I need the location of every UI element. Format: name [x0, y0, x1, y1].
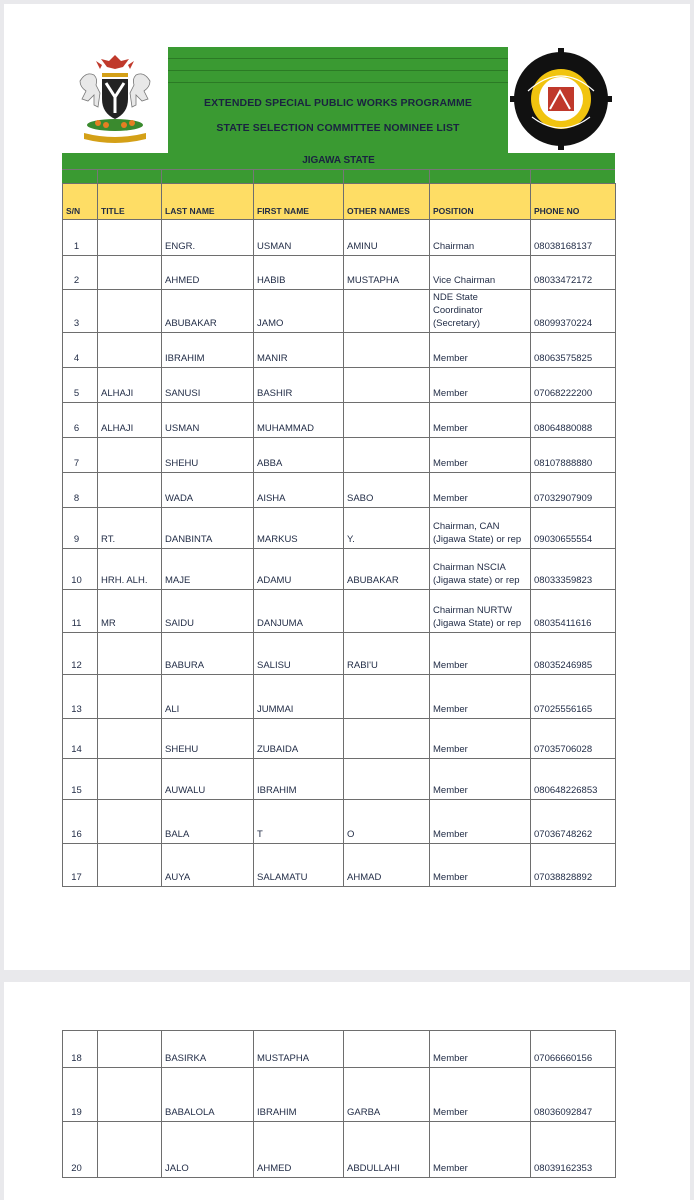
cell-sn: 5	[63, 368, 98, 403]
cell-sn: 3	[63, 290, 98, 333]
cell-last-name: ABUBAKAR	[162, 290, 254, 333]
cell-other-names	[344, 590, 430, 633]
table-row	[63, 633, 616, 675]
cell-sn: 14	[63, 719, 98, 759]
cell-sn: 13	[63, 675, 98, 719]
cell-position: Member	[430, 719, 531, 759]
cell-position: Chairman NSCIA (Jigawa state) or rep	[430, 549, 531, 590]
cell-phone: 07038828892	[531, 844, 616, 887]
cell-phone: 08035246985	[531, 633, 616, 675]
cell-other-names: Y.	[344, 508, 430, 549]
cell-last-name: SHEHU	[162, 719, 254, 759]
cell-first-name: SALISU	[254, 633, 344, 675]
cell-last-name: ENGR.	[162, 220, 254, 256]
cell-phone: 07066660156	[531, 1031, 616, 1068]
cell-phone: 08107888880	[531, 438, 616, 473]
cell-first-name: MANIR	[254, 333, 344, 368]
cell-phone: 07036748262	[531, 800, 616, 844]
table-row	[63, 759, 616, 800]
cell-phone: 07068222200	[531, 368, 616, 403]
table-row	[63, 1031, 616, 1068]
cell-first-name: IBRAHIM	[254, 1068, 344, 1122]
cell-sn: 10	[63, 549, 98, 590]
cell-phone: 08033359823	[531, 549, 616, 590]
cell-phone: 080648226853	[531, 759, 616, 800]
cell-first-name: JUMMAI	[254, 675, 344, 719]
cell-first-name: AISHA	[254, 473, 344, 508]
table-row	[63, 508, 616, 549]
table-row	[63, 438, 616, 473]
cell-position: Member	[430, 675, 531, 719]
cell-first-name: AHMED	[254, 1122, 344, 1178]
cell-sn: 17	[63, 844, 98, 887]
cell-position: Member	[430, 1031, 531, 1068]
cell-last-name: SAIDU	[162, 590, 254, 633]
column-header-sn: S/N	[63, 184, 98, 220]
nde-logo	[508, 47, 615, 153]
cell-first-name: MUHAMMAD	[254, 403, 344, 438]
cell-other-names	[344, 403, 430, 438]
cell-sn: 7	[63, 438, 98, 473]
cell-title	[98, 633, 162, 675]
cell-other-names: O	[344, 800, 430, 844]
cell-other-names: ABUBAKAR	[344, 549, 430, 590]
cell-phone: 08064880088	[531, 403, 616, 438]
cell-phone: 08063575825	[531, 333, 616, 368]
cell-phone: 08035411616	[531, 590, 616, 633]
cell-first-name: ABBA	[254, 438, 344, 473]
cell-first-name: BASHIR	[254, 368, 344, 403]
cell-sn: 19	[63, 1068, 98, 1122]
cell-phone: 07032907909	[531, 473, 616, 508]
cell-phone: 09030655554	[531, 508, 616, 549]
cell-phone: 07025556165	[531, 675, 616, 719]
cell-other-names: AHMAD	[344, 844, 430, 887]
nominee-table	[62, 183, 616, 887]
cell-other-names	[344, 333, 430, 368]
cell-phone: 08039162353	[531, 1122, 616, 1178]
cell-title	[98, 759, 162, 800]
cell-title	[98, 256, 162, 290]
cell-sn: 6	[63, 403, 98, 438]
cell-other-names	[344, 438, 430, 473]
table-row	[63, 220, 616, 256]
column-header-title: TITLE	[98, 184, 162, 220]
cell-position: Member	[430, 438, 531, 473]
cell-other-names: ABDULLAHI	[344, 1122, 430, 1178]
cell-other-names	[344, 759, 430, 800]
cell-position: Member	[430, 473, 531, 508]
cell-last-name: BABURA	[162, 633, 254, 675]
cell-title	[98, 1068, 162, 1122]
cell-position: Member	[430, 368, 531, 403]
cell-title: ALHAJI	[98, 368, 162, 403]
cell-other-names	[344, 290, 430, 333]
column-header-other-names: OTHER NAMES	[344, 184, 430, 220]
cell-first-name: IBRAHIM	[254, 759, 344, 800]
cell-other-names: MUSTAPHA	[344, 256, 430, 290]
cell-other-names	[344, 719, 430, 759]
cell-first-name: T	[254, 800, 344, 844]
cell-position: Member	[430, 844, 531, 887]
cell-phone: 08036092847	[531, 1068, 616, 1122]
cell-first-name: JAMO	[254, 290, 344, 333]
table-row	[63, 1068, 616, 1122]
cell-last-name: BABALOLA	[162, 1068, 254, 1122]
cell-title	[98, 473, 162, 508]
column-header-phone-no: PHONE NO	[531, 184, 616, 220]
cell-last-name: SHEHU	[162, 438, 254, 473]
document-header	[62, 47, 615, 153]
cell-first-name: HABIB	[254, 256, 344, 290]
cell-last-name: BASIRKA	[162, 1031, 254, 1068]
column-header-last-name: LAST NAME	[162, 184, 254, 220]
cell-title	[98, 800, 162, 844]
cell-title: MR	[98, 590, 162, 633]
column-header-first-name: FIRST NAME	[254, 184, 344, 220]
cell-position: Vice Chairman	[430, 256, 531, 290]
title-banner	[168, 47, 508, 153]
table-row	[63, 403, 616, 438]
table-row	[63, 473, 616, 508]
cell-title: HRH. ALH.	[98, 549, 162, 590]
cell-sn: 2	[63, 256, 98, 290]
cell-last-name: WADA	[162, 473, 254, 508]
cell-sn: 9	[63, 508, 98, 549]
cell-position: Member	[430, 633, 531, 675]
cell-last-name: AUWALU	[162, 759, 254, 800]
document-title-line-1: EXTENDED SPECIAL PUBLIC WORKS PROGRAMME	[204, 97, 472, 109]
cell-title: ALHAJI	[98, 403, 162, 438]
cell-other-names: AMINU	[344, 220, 430, 256]
cell-title	[98, 1031, 162, 1068]
column-header-position: POSITION	[430, 184, 531, 220]
table-row	[63, 675, 616, 719]
cell-phone: 08038168137	[531, 220, 616, 256]
state-heading: JIGAWA STATE	[62, 153, 615, 169]
cell-position: Chairman	[430, 220, 531, 256]
table-row	[63, 1122, 616, 1178]
cell-phone: 08033472172	[531, 256, 616, 290]
table-row	[63, 333, 616, 368]
cell-sn: 16	[63, 800, 98, 844]
cell-title	[98, 719, 162, 759]
cell-title	[98, 844, 162, 887]
cell-other-names	[344, 368, 430, 403]
cell-position: Member	[430, 1122, 531, 1178]
cell-title	[98, 675, 162, 719]
cell-first-name: SALAMATU	[254, 844, 344, 887]
table-row	[63, 549, 616, 590]
cell-sn: 20	[63, 1122, 98, 1178]
cell-last-name: MAJE	[162, 549, 254, 590]
cell-last-name: DANBINTA	[162, 508, 254, 549]
cell-position: Member	[430, 800, 531, 844]
cell-title	[98, 438, 162, 473]
table-header-row	[63, 184, 616, 220]
table-row	[63, 256, 616, 290]
cell-last-name: BALA	[162, 800, 254, 844]
table-row	[63, 290, 616, 333]
table-row	[63, 844, 616, 887]
cell-position: Member	[430, 759, 531, 800]
cell-sn: 8	[63, 473, 98, 508]
nominee-table-continued	[62, 1030, 616, 1178]
cell-last-name: JALO	[162, 1122, 254, 1178]
cell-title	[98, 220, 162, 256]
table-row	[63, 368, 616, 403]
cell-first-name: MUSTAPHA	[254, 1031, 344, 1068]
cell-sn: 4	[63, 333, 98, 368]
table-row	[63, 590, 616, 633]
cell-last-name: ALI	[162, 675, 254, 719]
cell-position: Member	[430, 403, 531, 438]
cell-sn: 15	[63, 759, 98, 800]
cell-position: Chairman, CAN (Jigawa State) or rep	[430, 508, 531, 549]
cell-first-name: ZUBAIDA	[254, 719, 344, 759]
cell-position: NDE State Coordinator (Secretary)	[430, 290, 531, 333]
cell-other-names	[344, 1031, 430, 1068]
cell-title: RT.	[98, 508, 162, 549]
cell-phone: 08099370224	[531, 290, 616, 333]
cell-other-names	[344, 675, 430, 719]
cell-last-name: AHMED	[162, 256, 254, 290]
cell-first-name: DANJUMA	[254, 590, 344, 633]
nigeria-coat-of-arms-logo	[62, 47, 169, 153]
cell-sn: 12	[63, 633, 98, 675]
cell-sn: 18	[63, 1031, 98, 1068]
cell-last-name: IBRAHIM	[162, 333, 254, 368]
table-row	[63, 719, 616, 759]
cell-first-name: MARKUS	[254, 508, 344, 549]
cell-title	[98, 333, 162, 368]
cell-position: Chairman NURTW (Jigawa State) or rep	[430, 590, 531, 633]
cell-position: Member	[430, 333, 531, 368]
cell-first-name: ADAMU	[254, 549, 344, 590]
cell-phone: 07035706028	[531, 719, 616, 759]
cell-last-name: SANUSI	[162, 368, 254, 403]
table-row	[63, 800, 616, 844]
cell-first-name: USMAN	[254, 220, 344, 256]
cell-position: Member	[430, 1068, 531, 1122]
cell-other-names: GARBA	[344, 1068, 430, 1122]
cell-sn: 11	[63, 590, 98, 633]
cell-title	[98, 290, 162, 333]
cell-other-names: SABO	[344, 473, 430, 508]
cell-sn: 1	[63, 220, 98, 256]
document-title-line-2: STATE SELECTION COMMITTEE NOMINEE LIST	[216, 122, 460, 134]
cell-title	[98, 1122, 162, 1178]
cell-other-names: RABI'U	[344, 633, 430, 675]
cell-last-name: USMAN	[162, 403, 254, 438]
cell-last-name: AUYA	[162, 844, 254, 887]
